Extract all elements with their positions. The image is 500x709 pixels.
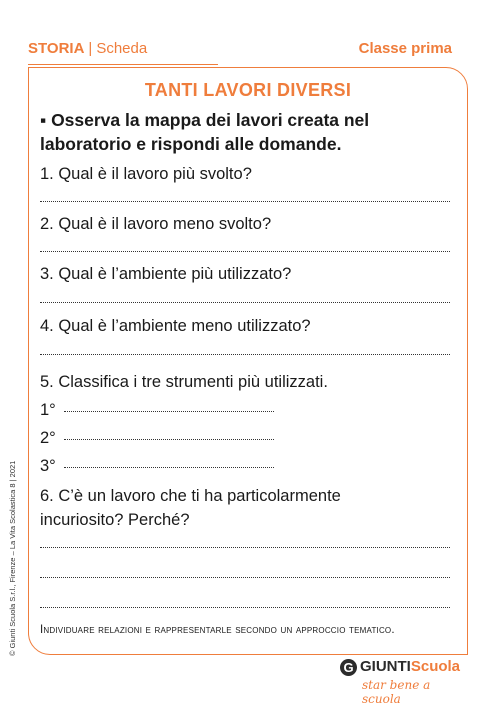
question-3: 3. Qual è l’ambiente più utilizzato? — [40, 265, 292, 283]
answer-line-2[interactable] — [40, 249, 450, 252]
question-2: 2. Qual è il lavoro meno svolto? — [40, 215, 272, 233]
worksheet-instruction: ▪ Osserva la mappa dei lavori creata nel laboratorio e rispondi alle domande. — [40, 110, 370, 154]
header-separator: | — [88, 40, 93, 57]
question-1: 1. Qual è il lavoro più svolto? — [40, 165, 252, 183]
rank-1-line[interactable] — [64, 409, 274, 412]
logo-brand — [360, 658, 460, 675]
header-subject: STORIA — [28, 40, 85, 57]
question-6-line-2: incuriosito? Perché? — [40, 511, 190, 529]
page-header — [28, 40, 452, 62]
header-grade: Classe prima — [358, 40, 452, 57]
answer-line-4[interactable] — [40, 352, 450, 355]
logo-brand-b: Scuola — [410, 658, 461, 675]
header-rule — [28, 64, 218, 65]
header-type: Scheda — [96, 40, 148, 57]
worksheet-title: TANTI LAVORI DIVERSI — [144, 80, 352, 100]
rank-2-line[interactable] — [64, 437, 274, 440]
question-6-line-1: 6. C’è un lavoro che ti ha particolarmente — [40, 487, 341, 505]
copyright-credit: © Giunti Scuola S.r.l., Firenze – La Vita Scolastica 8 | 2021 — [8, 460, 17, 656]
answer-line-3[interactable] — [40, 300, 450, 303]
answer-line-6a[interactable] — [40, 545, 450, 548]
question-4: 4. Qual è l’ambiente meno utilizzato? — [40, 317, 311, 335]
giunti-scuola-logo — [340, 658, 470, 706]
header-subject-group — [28, 40, 147, 57]
logo-g-icon: G — [340, 659, 357, 676]
rank-1-label: 1° — [40, 401, 56, 419]
rank-2-label: 2° — [40, 429, 56, 447]
answer-line-6b[interactable] — [40, 575, 450, 578]
question-5: 5. Classifica i tre strumenti più utilizzati. — [40, 373, 328, 391]
rank-3-label: 3° — [40, 457, 56, 475]
answer-line-6c[interactable] — [40, 605, 450, 608]
answer-line-1[interactable] — [40, 199, 450, 202]
logo-tagline: star bene a scuola — [362, 678, 431, 706]
logo-brand-a: GIUNTI — [360, 658, 411, 675]
learning-goal: Individuare relazioni e rappresentarle secondo un approccio tematico. — [40, 624, 395, 636]
rank-3-line[interactable] — [64, 465, 274, 468]
